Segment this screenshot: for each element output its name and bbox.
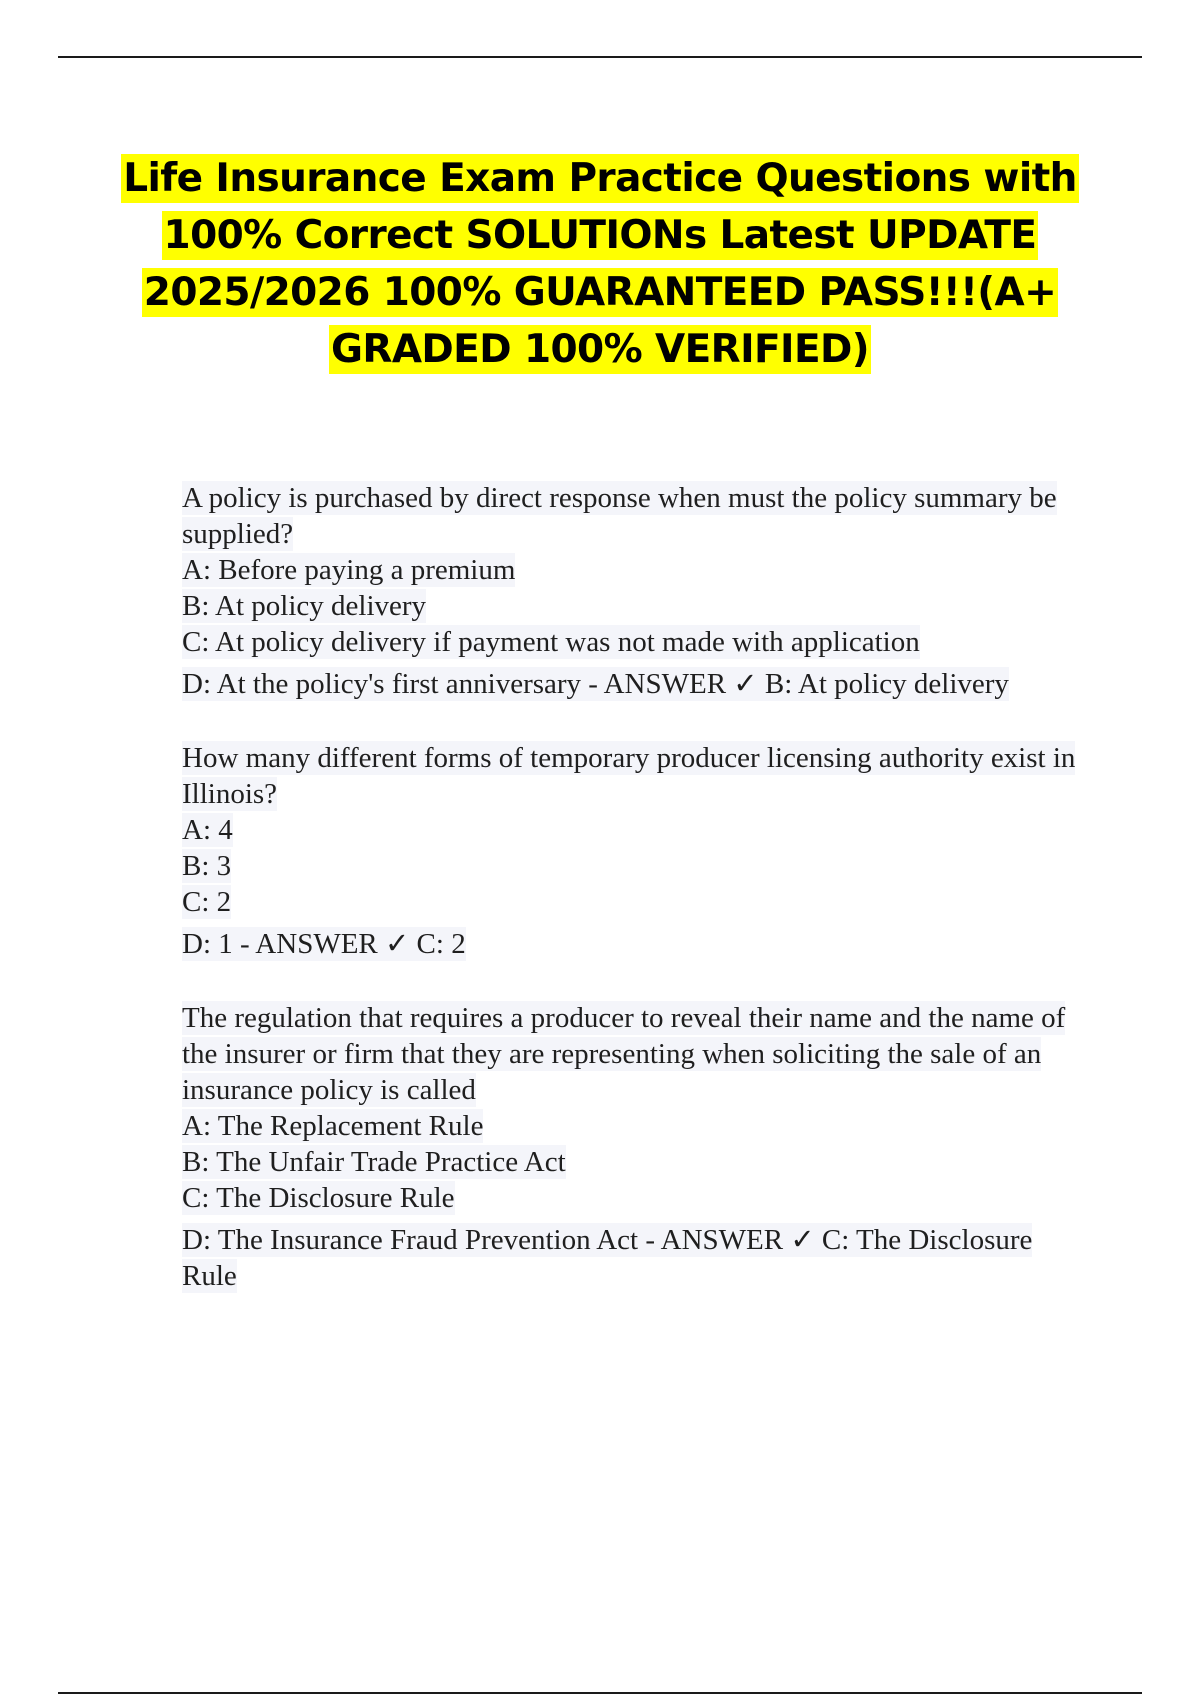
document-title-text: Life Insurance Exam Practice Questions with 100% Correct SOLUTIONs Latest UPDATE 2025/2026 100% GUARANTEED PASS!!!(A+ GRADED 100% VERIFIED) xyxy=(123,156,1077,372)
option-d-answer: D: 1 - ANSWER ✓ C: 2 xyxy=(182,928,466,960)
footer-rule xyxy=(58,1692,1142,1694)
option-d-answer: D: At the policy's first anniversary - ANSWER ✓ B: At policy delivery xyxy=(182,668,1009,700)
option-c: C: At policy delivery if payment was not made with application xyxy=(182,626,920,658)
option-b: B: 3 xyxy=(182,850,232,882)
question-item xyxy=(182,1000,1082,1294)
question-stem: How many different forms of temporary producer licensing authority exist in Illinois? xyxy=(182,742,1076,810)
option-b: B: The Unfair Trade Practice Act xyxy=(182,1146,566,1178)
option-d-answer: D: The Insurance Fraud Prevention Act - ANSWER ✓ C: The Disclosure Rule xyxy=(182,1224,1033,1292)
questions-list xyxy=(182,480,1082,1332)
option-a: A: 4 xyxy=(182,814,233,846)
option-a: A: The Replacement Rule xyxy=(182,1110,484,1142)
option-b: B: At policy delivery xyxy=(182,590,427,622)
question-item xyxy=(182,740,1082,962)
question-stem: The regulation that requires a producer to reveal their name and the name of the insurer or firm that they are representing when soliciting the sale of an insurance policy is called xyxy=(182,1002,1066,1106)
option-a: A: Before paying a premium xyxy=(182,554,516,586)
option-c: C: 2 xyxy=(182,886,232,918)
question-stem: A policy is purchased by direct response when must the policy summary be supplied? xyxy=(182,482,1057,550)
document-title xyxy=(120,150,1080,378)
option-c: C: The Disclosure Rule xyxy=(182,1182,455,1214)
question-item xyxy=(182,480,1082,702)
header-rule xyxy=(58,56,1142,58)
